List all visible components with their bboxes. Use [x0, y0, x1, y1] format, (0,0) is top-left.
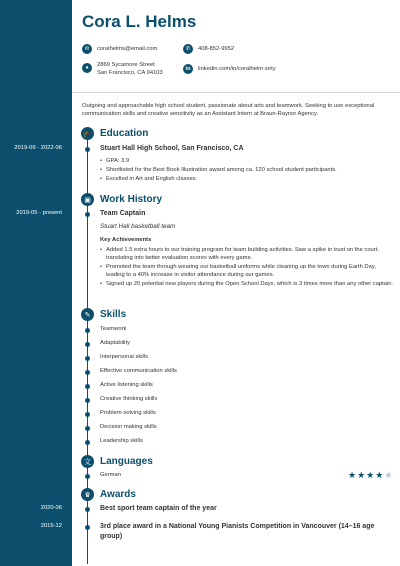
education-dot — [85, 147, 90, 152]
email-text: coralhelms@email.com — [97, 46, 158, 52]
skill-item: Decision making skills — [100, 424, 157, 430]
list-item: • GPA: 3.9 — [100, 157, 396, 165]
work-title: Work History — [100, 194, 163, 205]
education-bullets — [100, 157, 396, 184]
star-filled-icon: ★ — [348, 470, 357, 480]
briefcase-icon: ▣ — [81, 193, 94, 206]
list-item: • Signed up 20 potential new players during the Open School Days, which is 3 times more than any other captain. — [100, 280, 396, 288]
candidate-name: Cora L. Helms — [82, 12, 197, 31]
language-icon: 文 — [81, 455, 94, 468]
work-dot — [85, 212, 90, 217]
award-date-1: 2020-06 — [40, 505, 62, 511]
skills-title: Skills — [100, 309, 127, 320]
award-dot — [85, 507, 90, 512]
lightbulb-icon: ✎ — [81, 308, 94, 321]
language-name: German — [100, 472, 121, 478]
star-filled-icon: ★ — [375, 470, 384, 480]
skill-item: Active listening skills — [100, 382, 153, 388]
languages-title: Languages — [100, 456, 153, 467]
summary-text: Outgoing and approachable high school student, passionate about arts and teamwork. Seeking to use exceptional communication skills and creative sensitivity as an Assistant Intern at Braun-Raynor Agency. — [82, 103, 375, 117]
awards-title: Awards — [100, 489, 136, 500]
list-item: • Promoted the team through wearing our basketball uniforms while cleaning up the town during Earth Day, leading to a 40% increase in visitor attendance during our games. — [100, 263, 396, 279]
star-empty-icon: ★ — [384, 470, 393, 480]
skill-item: Adaptability — [100, 340, 130, 346]
contact-address — [82, 60, 163, 77]
skill-dot — [85, 342, 90, 347]
skill-item: Effective communication skills — [100, 368, 177, 374]
skill-item: Problem-solving skills — [100, 410, 156, 416]
phone-icon: ✆ — [183, 44, 193, 54]
contact-email[interactable] — [82, 44, 157, 54]
skill-item: Creative thinking skills — [100, 396, 158, 402]
main-content — [72, 0, 400, 566]
star-filled-icon: ★ — [366, 470, 375, 480]
language-dot — [85, 474, 90, 479]
skill-item: Leadership skills — [100, 438, 143, 444]
star-filled-icon: ★ — [357, 470, 366, 480]
sidebar — [0, 0, 72, 566]
skill-item: Interpersonal skills — [100, 354, 149, 360]
education-school: Stuart Hall High School, San Francisco, CA — [100, 145, 244, 152]
contact-phone[interactable] — [183, 44, 234, 54]
language-rating — [348, 471, 393, 480]
skill-dot — [85, 384, 90, 389]
linkedin-icon: in — [183, 64, 193, 74]
education-date: 2019-09 - 2022-06 — [14, 145, 62, 151]
work-role: Team Captain — [100, 210, 146, 217]
address-line-1: 2869 Sycamore Street — [97, 62, 155, 68]
award-dot — [85, 525, 90, 530]
list-item: • Excelled in Art and English classes. — [100, 175, 396, 183]
award-item-2: 3rd place award in a National Young Pianists Competition in Vancouver (14–16 age group) — [100, 523, 375, 540]
list-item: • Shortlisted for the Best Book Illustration award among ca. 120 school student participants. — [100, 166, 396, 174]
skill-dot — [85, 356, 90, 361]
skill-dot — [85, 328, 90, 333]
map-pin-icon: ● — [82, 63, 92, 73]
award-date-2: 2015-12 — [40, 523, 62, 529]
contact-linkedin[interactable] — [183, 64, 276, 74]
skill-dot — [85, 426, 90, 431]
envelope-icon: ✉ — [82, 44, 92, 54]
list-item: • Added 1.5 extra hours to our training program for team building activities. Saw a spike in trust on the court, translating into better evaluation scores with every game. — [100, 246, 396, 262]
achievements-label: Key Achievements — [100, 237, 152, 243]
work-org: Stuart Hall basketball team — [100, 223, 176, 230]
graduation-cap-icon: 🎓 — [81, 127, 94, 140]
header-divider — [72, 92, 400, 93]
linkedin-text: linkedin.com/in/coralhelm-zety — [198, 66, 276, 72]
skill-dot — [85, 370, 90, 375]
skill-dot — [85, 440, 90, 445]
address-line-2: San Francisco, CA 94103 — [97, 70, 163, 76]
skill-item: Teamwork — [100, 326, 127, 332]
education-title: Education — [100, 128, 149, 139]
award-icon: ♛ — [81, 488, 94, 501]
phone-text: 408-852-9952 — [198, 46, 235, 52]
skill-dot — [85, 398, 90, 403]
award-item-1: Best sport team captain of the year — [100, 505, 217, 512]
skill-dot — [85, 412, 90, 417]
work-bullets — [100, 246, 396, 289]
work-date: 2019-05 - present — [16, 210, 62, 216]
